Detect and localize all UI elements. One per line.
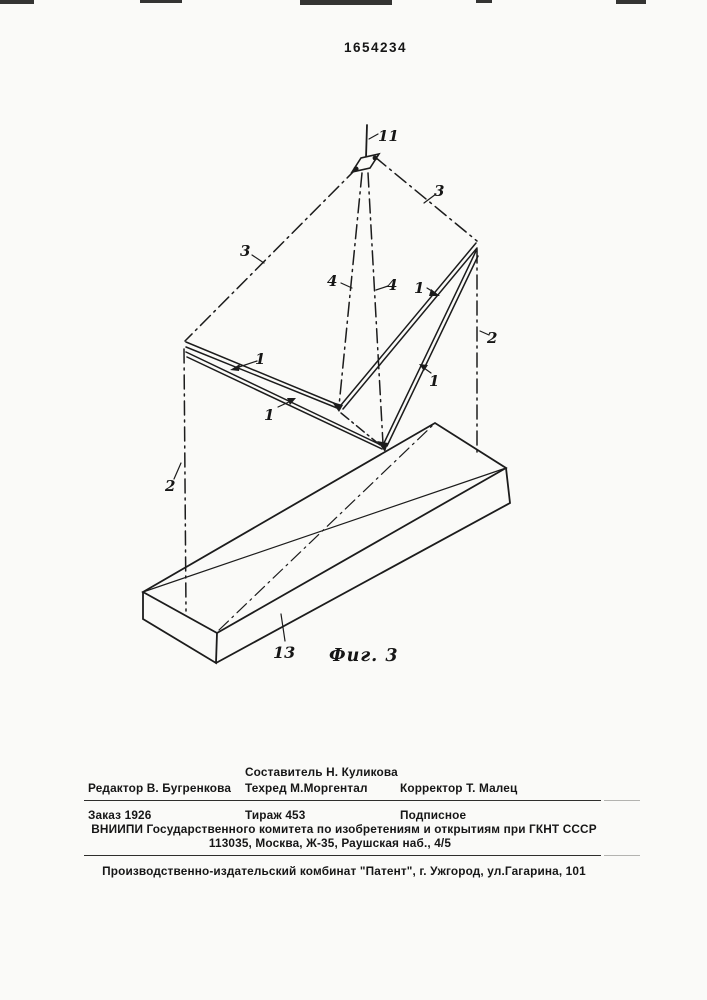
colophon-rule-bottom xyxy=(84,855,601,856)
ray-1-right-d xyxy=(387,256,478,446)
ray-1-right-c xyxy=(384,251,476,443)
leader-3-left xyxy=(252,255,264,263)
colophon-compiler: Составитель Н. Куликова xyxy=(245,765,398,779)
label-2-left: 2 xyxy=(165,477,176,495)
mast-line xyxy=(366,125,367,158)
label-13: 13 xyxy=(273,643,296,662)
label-1-right: 1 xyxy=(429,372,440,390)
colophon-editor: Редактор В. Бугренкова xyxy=(88,781,232,795)
label-4-right: 4 xyxy=(387,276,398,294)
colophon-subscription: Подписное xyxy=(400,808,467,822)
block-front-face xyxy=(216,468,510,663)
patent-number: 1654234 xyxy=(343,40,408,55)
figure-caption: Фиг. 3 xyxy=(329,646,399,666)
label-1-left-upper: 1 xyxy=(255,350,266,368)
ray-1-right-a xyxy=(341,243,476,405)
colophon-vniipi-line2: 113035, Москва, Ж-35, Раушская наб., 4/5 xyxy=(208,836,452,850)
label-2-right: 2 xyxy=(487,329,498,347)
leader-11 xyxy=(369,134,378,139)
axis-line-2-left xyxy=(184,349,186,611)
axis-line-3-left xyxy=(185,168,357,341)
colophon-plant-line: Производственно-издательский комбинат "Патент", г. Ужгород, ул.Гагарина, 101 xyxy=(102,864,586,878)
ray-1-right-b xyxy=(343,248,477,409)
colophon-rule-tail xyxy=(604,855,640,856)
label-4-left: 4 xyxy=(327,272,338,290)
colophon-rule-top xyxy=(84,800,601,801)
colophon-order: Заказ 1926 xyxy=(88,808,152,822)
optical-axis-4-left xyxy=(339,173,362,406)
label-3-right: 3 xyxy=(434,182,445,200)
colophon-print-run: Тираж 453 xyxy=(245,808,306,822)
colophon-corrector: Корректор Т. Малец xyxy=(400,781,518,795)
block-top-face xyxy=(143,423,506,633)
label-3-left: 3 xyxy=(240,242,251,260)
colophon-techred: Техред М.Моргентал xyxy=(245,781,368,795)
colophon-rule-tail xyxy=(604,800,640,801)
ray-1-left-d xyxy=(187,357,382,449)
colophon-vniipi-line1: ВНИИПИ Государственного комитета по изобретениям и открытиям при ГКНТ СССР xyxy=(91,822,597,836)
label-11: 11 xyxy=(378,127,399,145)
label-1-left-lower: 1 xyxy=(264,406,275,424)
label-1-top-right: 1 xyxy=(414,279,425,297)
optical-axis-4-right xyxy=(368,173,383,444)
axis-line-3-right xyxy=(375,157,477,241)
